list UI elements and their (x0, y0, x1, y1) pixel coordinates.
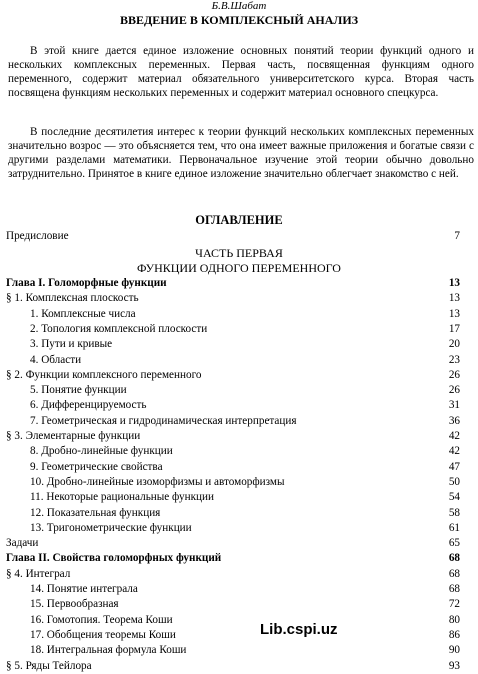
toc-entry-page: 31 (448, 399, 460, 412)
toc-entry-label: § 3. Элементарные функции (6, 430, 141, 442)
toc-entry-label: 8. Дробно-линейные функции (30, 445, 173, 458)
toc-entry-label: 2. Топология комплексной плоскости (30, 322, 208, 335)
toc-entry-page: 42 (448, 445, 460, 458)
toc-section-row (0, 659, 478, 674)
toc-entry-page: 93 (448, 659, 460, 672)
toc-entry-label: 1. Комплексные числа (30, 307, 136, 320)
toc-entry-label: 4. Области (30, 353, 82, 366)
toc-entry-page: 58 (448, 506, 460, 519)
toc-section-row (0, 429, 478, 444)
toc-entry-label: 5. Понятие функции (30, 384, 127, 397)
toc-preface-label: Предисловие (6, 230, 69, 242)
toc-subsection-row (0, 444, 478, 459)
toc-entry-label: Глава I. Голоморфные функции (6, 277, 167, 289)
toc-entry-label: 3. Пути и кривые (30, 338, 113, 351)
toc-entry-page: 17 (448, 322, 460, 335)
toc-entry-page: 26 (448, 368, 460, 381)
toc-subsection-row (0, 643, 478, 658)
toc-entry-label: 10. Дробно-линейные изоморфизмы и автоморфизмы (30, 475, 285, 488)
toc-entry-page: 86 (448, 628, 460, 641)
intro-paragraph-1: В этой книге дается единое изложение основных понятий теории функций одного и нескольких комплексных переменных. Первая часть, посвященная функциям одного переменного, содержит материал обязательного университетского курса. Вторая часть посвящена функциям нескольких переменных и содержит материал основного спецкурса. (8, 45, 474, 99)
toc-entry-page: 72 (448, 598, 460, 611)
toc-entry-label: 11. Некоторые рациональные функции (30, 491, 215, 504)
toc-entry-label: 7. Геометрическая и гидродинамическая интерпретация (30, 414, 297, 427)
toc-subsection-row (0, 322, 478, 337)
toc-subsection-row (0, 613, 478, 628)
toc-chapter-row (0, 551, 478, 566)
toc-entry-label: 16. Гомотопия. Теорема Коши (30, 613, 173, 626)
toc-entry-label: § 1. Комплексная плоскость (6, 292, 139, 305)
toc-subsection-row (0, 521, 478, 536)
toc-entry-page: 68 (448, 552, 460, 565)
toc-section-row (0, 536, 478, 551)
toc-entry-page: 61 (448, 521, 460, 534)
intro-paragraph-2: В последние десятилетия интерес к теории функций нескольких комплексных переменных значительно возрос — это объясняется тем, что она имеет важные приложения и богатые связи с другими разделами математики. Первоначальное изучение этой теории обычно довольно затруднительно. Принятое в книге единое изложение значительно облегчает знакомство с ней. (8, 126, 474, 180)
toc-entry-label: § 5. Ряды Тейлора (6, 659, 92, 672)
toc-entry-page: 13 (448, 292, 460, 305)
toc-subsection-row (0, 597, 478, 612)
toc-subsection-row (0, 383, 478, 398)
toc-entry-label: 17. Обобщения теоремы Коши (30, 628, 176, 641)
toc-entry-label: Задачи (6, 537, 39, 550)
toc-entry-label: 13. Тригонометрические функции (30, 521, 192, 534)
book-title: ВВЕДЕНИЕ В КОМПЛЕКСНЫЙ АНАЛИЗ (119, 13, 359, 27)
toc-entry-page: 13 (448, 307, 460, 320)
toc-subsection-row (0, 307, 478, 322)
toc-entry-label: § 2. Функции комплексного переменного (6, 368, 202, 381)
toc-subsection-row (0, 490, 478, 505)
toc-entry-page: 13 (448, 277, 460, 289)
toc-entry-page: 68 (448, 583, 460, 595)
toc-subsection-row (0, 475, 478, 490)
part-title: ЧАСТЬ ПЕРВАЯ (195, 246, 283, 260)
toc-subsection-row (0, 506, 478, 521)
part-subtitle: ФУНКЦИИ ОДНОГО ПЕРЕМЕННОГО (137, 261, 341, 275)
toc-entry-page: 42 (448, 430, 460, 442)
toc-entry-page: 26 (448, 384, 460, 397)
toc-subsection-row (0, 353, 478, 368)
toc-entry-page: 65 (448, 537, 460, 550)
toc-section-row (0, 291, 478, 306)
toc-section-row (0, 368, 478, 383)
toc-entry-label: 6. Дифференцируемость (30, 399, 147, 412)
toc-entry-page: 80 (448, 613, 460, 626)
toc-entry-label: 18. Интегральная формула Коши (30, 644, 187, 657)
toc-entry-label: 15. Первообразная (30, 598, 119, 611)
toc-entry-page: 36 (448, 414, 460, 427)
toc-entry-page: 50 (448, 475, 460, 488)
toc-subsection-row (0, 398, 478, 413)
toc-entry-page: 68 (448, 567, 460, 580)
toc-preface-page: 7 (454, 230, 460, 242)
author-name: Б.В.Шабат (211, 0, 267, 12)
toc-entry-label: § 4. Интеграл (6, 567, 71, 580)
toc-entry-label: Глава II. Свойства голоморфных функций (6, 552, 222, 565)
toc-subsection-row (0, 414, 478, 429)
toc-entry-page: 54 (448, 491, 460, 504)
toc-chapter-row (0, 276, 478, 291)
watermark: Lib.cspi.uz (260, 621, 338, 638)
toc-entry-page: 20 (448, 338, 460, 351)
toc-section-row (0, 567, 478, 582)
toc-subsection-row (0, 582, 478, 597)
toc-entry-page: 90 (448, 644, 460, 657)
toc-entry-label: 12. Показательная функция (30, 506, 161, 519)
toc-subsection-row (0, 337, 478, 352)
toc-preface-row (0, 229, 478, 244)
toc-subsection-row (0, 460, 478, 475)
toc-entry-page: 23 (448, 353, 460, 366)
toc-entry-label: 14. Понятие интеграла (30, 583, 138, 595)
toc-heading: ОГЛАВЛЕНИЕ (195, 213, 283, 227)
toc-entry-page: 47 (448, 460, 460, 473)
toc-entry-label: 9. Геометрические свойства (30, 460, 163, 473)
toc-subsection-row (0, 628, 478, 643)
